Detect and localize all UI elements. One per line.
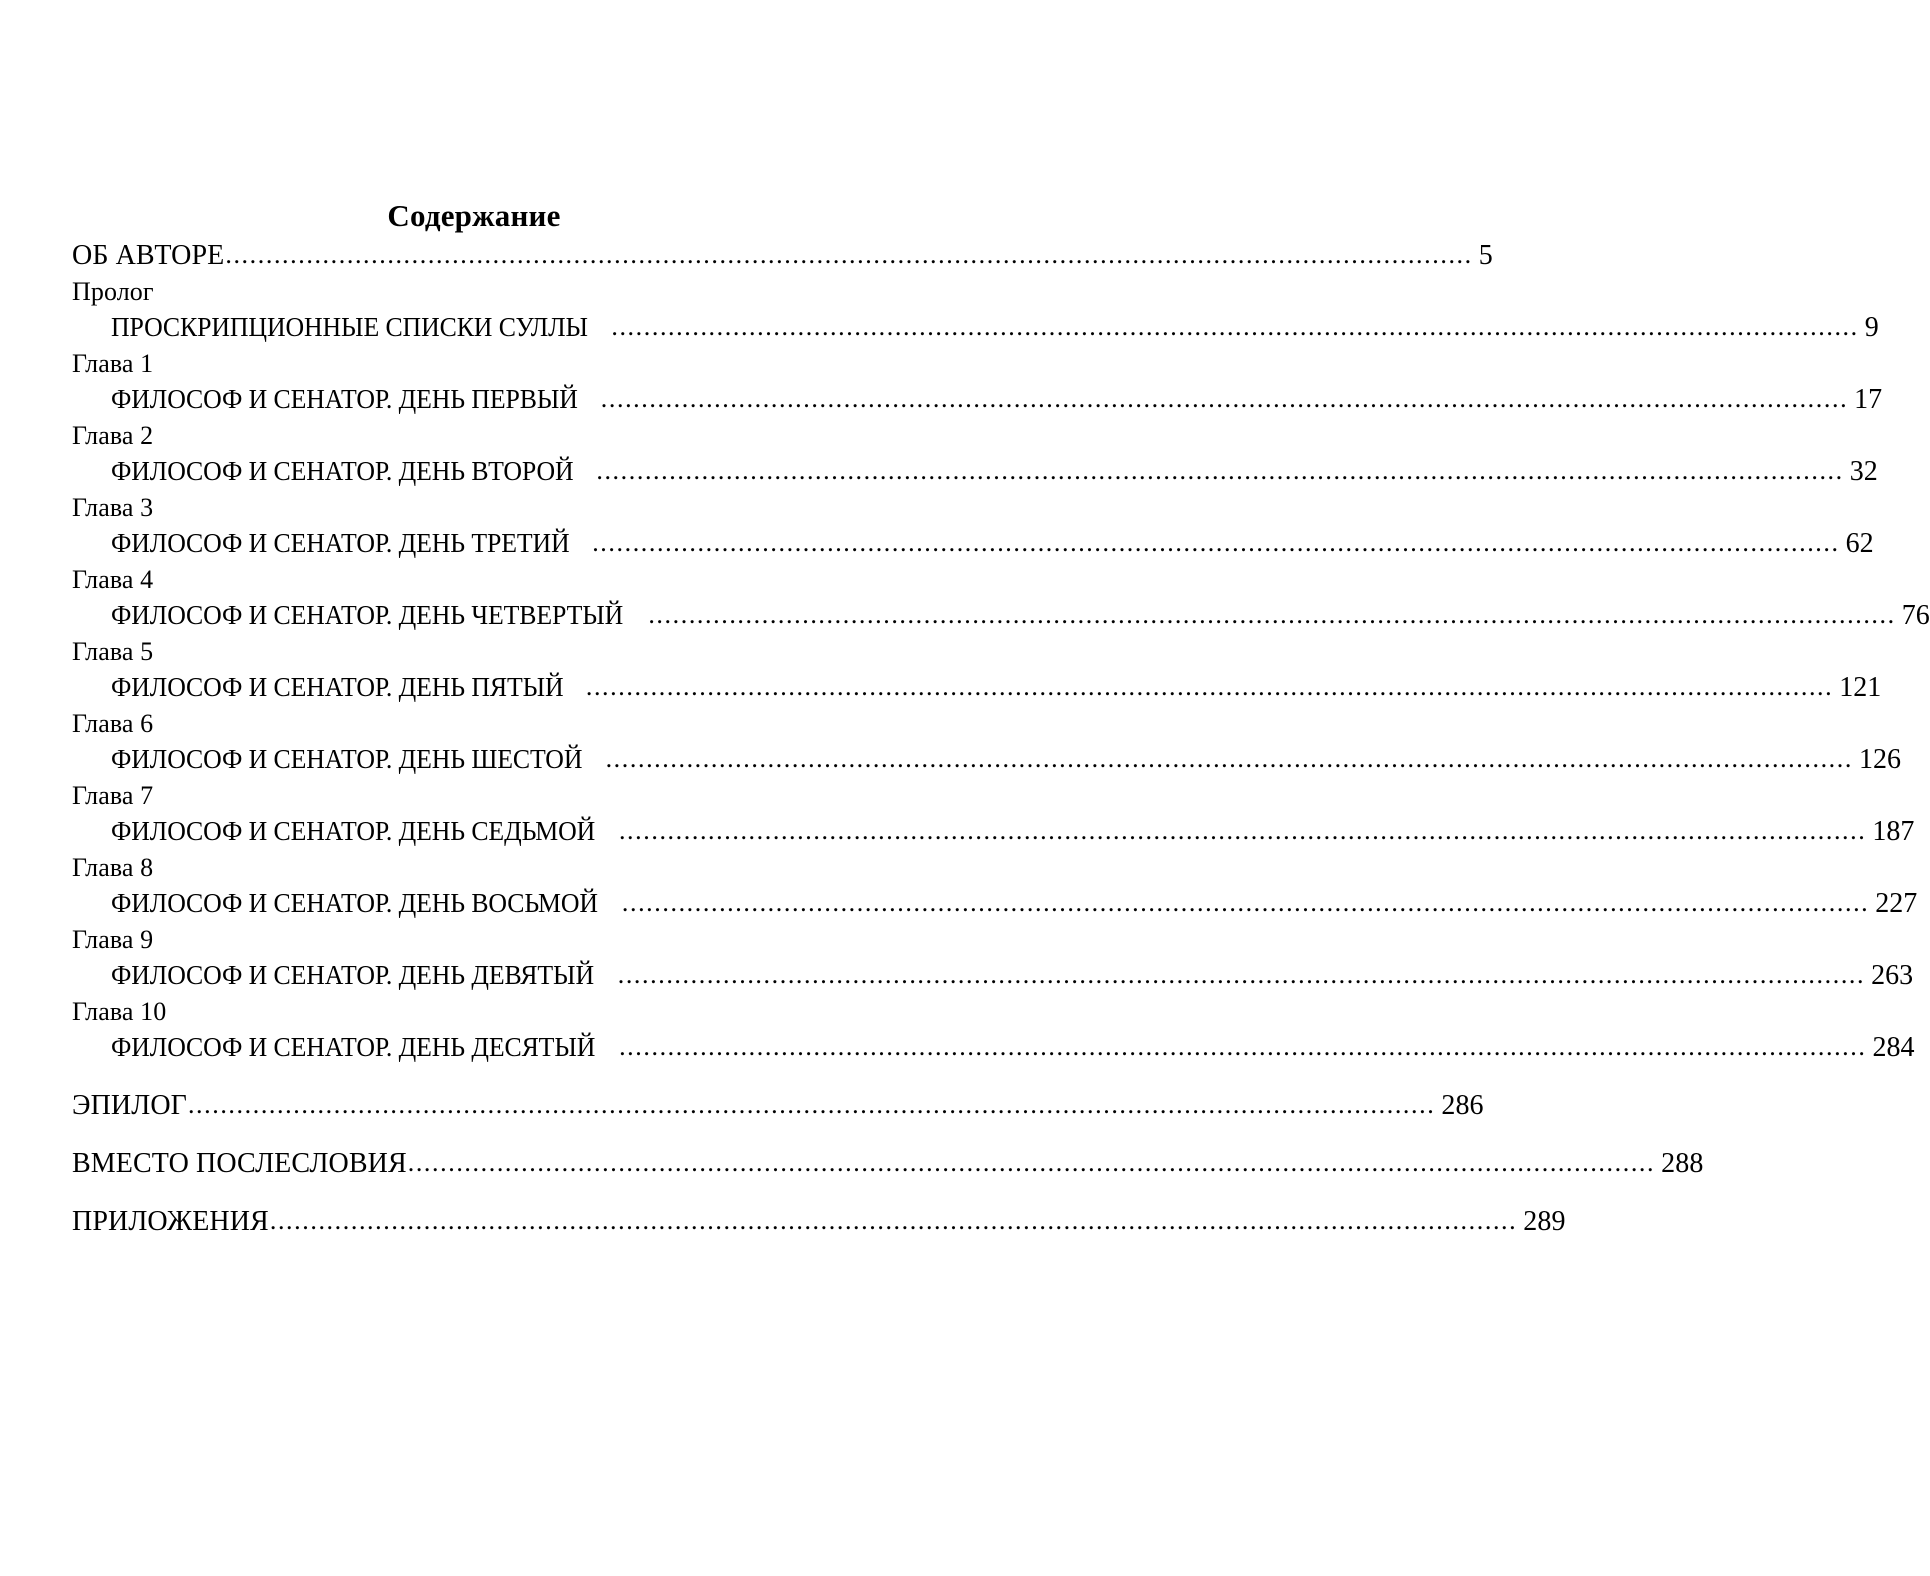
dot-leader	[622, 885, 1869, 921]
toc-entry-page-number: 17	[1854, 384, 1883, 415]
toc-entry-page-number: 286	[1441, 1090, 1484, 1121]
toc-entry-title: ФИЛОСОФ И СЕНАТОР. ДЕНЬ СЕДЬМОЙ	[111, 816, 596, 846]
toc-entry-page-number: 32	[1849, 456, 1878, 487]
toc-entry-page-number: 121	[1839, 672, 1882, 703]
toc-entry-title: ФИЛОСОФ И СЕНАТОР. ДЕНЬ ШЕСТОЙ	[111, 744, 583, 774]
toc-entry-page-number: 284	[1872, 1032, 1915, 1063]
dot-leader	[601, 381, 1848, 417]
toc-entry-chapter-10[interactable]	[72, 1029, 1915, 1066]
toc-entry-epilogue[interactable]	[72, 1088, 1484, 1124]
dot-leader	[225, 237, 1472, 273]
toc-entry-title: ФИЛОСОФ И СЕНАТОР. ДЕНЬ ВТОРОЙ	[111, 456, 574, 486]
toc-part-label-prologue: Пролог	[72, 277, 154, 306]
dot-leader	[648, 597, 1895, 633]
toc-part-label-chapter-10: Глава 10	[72, 997, 167, 1026]
toc-part-label-chapter-7: Глава 7	[72, 781, 154, 810]
dot-leader	[270, 1203, 1517, 1239]
toc-entry-title: ФИЛОСОФ И СЕНАТОР. ДЕНЬ ПЕРВЫЙ	[111, 384, 578, 414]
toc-entry-chapter-2[interactable]	[72, 453, 1878, 490]
dot-leader	[596, 453, 1843, 489]
toc-part-label-chapter-9: Глава 9	[72, 925, 154, 954]
toc-entry-label: ОБ АВТОРЕ	[72, 240, 225, 271]
toc-entry-page-number: 126	[1858, 744, 1901, 775]
toc-entry-prologue[interactable]	[72, 309, 1879, 346]
toc-entry-page-number: 62	[1845, 528, 1874, 559]
page-title: Содержание	[387, 198, 561, 233]
toc-entry-page-number: 289	[1523, 1206, 1566, 1237]
toc-entry-chapter-1[interactable]	[72, 381, 1883, 418]
dot-leader	[188, 1087, 1435, 1123]
toc-entry-appendices[interactable]	[72, 1204, 1566, 1240]
toc-entry-front-matter[interactable]	[72, 238, 1493, 274]
toc-entry-label: ЭПИЛОГ	[72, 1090, 187, 1121]
dot-leader	[606, 741, 1853, 777]
toc-entry-afterword[interactable]	[72, 1146, 1704, 1182]
dot-leader	[619, 813, 1866, 849]
toc-part-label-chapter-2: Глава 2	[72, 421, 154, 450]
toc-entry-page-number: 227	[1875, 888, 1918, 919]
toc-entry-title: ПРОСКРИПЦИОННЫЕ СПИСКИ СУЛЛЫ	[111, 312, 588, 342]
dot-leader	[408, 1145, 1655, 1181]
toc-entry-chapter-5[interactable]	[72, 669, 1882, 706]
table-of-contents	[72, 196, 1930, 1240]
toc-part-label-chapter-3: Глава 3	[72, 493, 154, 522]
toc-entry-chapter-8[interactable]	[72, 885, 1918, 922]
dot-leader	[586, 669, 1833, 705]
toc-entry-chapter-6[interactable]	[72, 741, 1901, 778]
toc-entry-page-number: 263	[1871, 960, 1914, 991]
toc-entry-label: ПРИЛОЖЕНИЯ	[72, 1206, 269, 1237]
toc-entry-title: ФИЛОСОФ И СЕНАТОР. ДЕНЬ ПЯТЫЙ	[111, 672, 564, 702]
dot-leader	[618, 957, 1865, 993]
toc-entry-page-number: 5	[1478, 240, 1493, 271]
toc-entry-chapter-9[interactable]	[72, 957, 1914, 994]
toc-part-label-chapter-6: Глава 6	[72, 709, 154, 738]
toc-part-label-chapter-8: Глава 8	[72, 853, 154, 882]
dot-leader	[592, 525, 1839, 561]
toc-part-label-chapter-1: Глава 1	[72, 349, 154, 378]
toc-entry-title: ФИЛОСОФ И СЕНАТОР. ДЕНЬ ДЕВЯТЫЙ	[111, 960, 594, 990]
toc-entry-title: ФИЛОСОФ И СЕНАТОР. ДЕНЬ ВОСЬМОЙ	[111, 888, 598, 918]
toc-entry-label: ВМЕСТО ПОСЛЕСЛОВИЯ	[72, 1148, 407, 1179]
toc-entry-page-number: 9	[1864, 312, 1879, 343]
toc-entry-title: ФИЛОСОФ И СЕНАТОР. ДЕНЬ ДЕСЯТЫЙ	[111, 1032, 596, 1062]
dot-leader	[619, 1029, 1866, 1065]
toc-part-label-chapter-4: Глава 4	[72, 565, 154, 594]
toc-entry-page-number: 187	[1872, 816, 1915, 847]
toc-entry-chapter-4[interactable]	[72, 597, 1930, 634]
toc-entry-chapter-7[interactable]	[72, 813, 1915, 850]
toc-entry-page-number: 76	[1901, 600, 1930, 631]
toc-part-label-chapter-5: Глава 5	[72, 637, 154, 666]
toc-entry-title: ФИЛОСОФ И СЕНАТОР. ДЕНЬ ЧЕТВЕРТЫЙ	[111, 600, 624, 630]
toc-entry-chapter-3[interactable]	[72, 525, 1874, 562]
dot-leader	[611, 309, 1858, 345]
toc-entry-title: ФИЛОСОФ И СЕНАТОР. ДЕНЬ ТРЕТИЙ	[111, 528, 570, 558]
toc-entry-page-number: 288	[1661, 1148, 1704, 1179]
